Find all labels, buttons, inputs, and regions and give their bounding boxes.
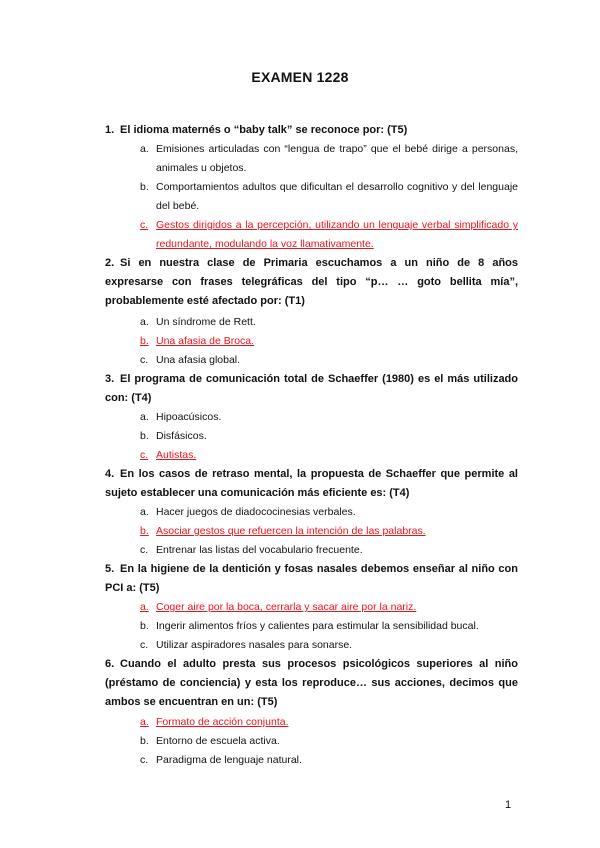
question-4 bbox=[105, 465, 518, 503]
question-text: El programa de comunicación total de Schaeffer (1980) es el más utilizado con: (T4) bbox=[105, 373, 518, 404]
option-text: Paradigma de lenguaje natural. bbox=[156, 754, 302, 766]
option-letter: b. bbox=[140, 430, 149, 442]
option-letter: b. bbox=[140, 335, 149, 347]
question-number: 2. bbox=[105, 257, 115, 269]
option-1b bbox=[140, 178, 518, 216]
question-text: El idioma maternés o “baby talk” se reconoce por: (T5) bbox=[120, 124, 408, 136]
option-6a-correct bbox=[140, 713, 518, 732]
option-letter: b. bbox=[140, 525, 149, 537]
option-3a bbox=[140, 408, 518, 427]
page-number: 1 bbox=[505, 799, 512, 811]
option-letter: a. bbox=[140, 506, 149, 518]
option-text: Formato de acción conjunta. bbox=[156, 716, 289, 728]
option-text: Una afasia de Broca. bbox=[156, 335, 255, 347]
question-number: 4. bbox=[105, 468, 115, 480]
option-text: Un síndrome de Rett. bbox=[156, 316, 256, 328]
exam-title: EXAMEN 1228 bbox=[251, 69, 349, 85]
option-text: Hipoacúsicos. bbox=[156, 411, 222, 423]
option-6b bbox=[140, 732, 518, 751]
option-6c bbox=[140, 751, 518, 770]
option-letter: c. bbox=[140, 354, 149, 366]
option-5c bbox=[140, 636, 518, 655]
question-number: 3. bbox=[105, 373, 115, 385]
option-text: Coger aire por la boca, cerrarla y sacar aire por la nariz. bbox=[156, 601, 417, 613]
option-text: Gestos dirigidos a la percepción, utilizando un lenguaje verbal simplificado y redundante, modulando la voz llamativamente. bbox=[156, 219, 518, 250]
option-4b-correct bbox=[140, 522, 518, 541]
option-letter: c. bbox=[140, 544, 149, 556]
option-text: Disfásicos. bbox=[156, 430, 207, 442]
question-text: En la higiene de la dentición y fosas nasales debemos enseñar al niño con PCI a: (T5) bbox=[105, 563, 518, 594]
option-text: Autistas. bbox=[156, 449, 197, 461]
option-text: Hacer juegos de diadococinesias verbales. bbox=[156, 506, 356, 518]
question-6 bbox=[105, 655, 518, 712]
option-text: Ingerir alimentos fríos y calientes para estimular la sensibilidad bucal. bbox=[156, 620, 479, 632]
option-3c-correct bbox=[140, 446, 518, 465]
option-letter: c. bbox=[140, 754, 149, 766]
option-letter: a. bbox=[140, 143, 149, 155]
question-3 bbox=[105, 370, 518, 408]
option-letter: b. bbox=[140, 620, 149, 632]
option-letter: a. bbox=[140, 316, 149, 328]
option-4c bbox=[140, 541, 518, 560]
option-text: Asociar gestos que refuercen la intención de las palabras. bbox=[156, 525, 426, 537]
option-5b bbox=[140, 617, 518, 636]
option-4a bbox=[140, 503, 518, 522]
option-text: Entrenar las listas del vocabulario frecuente. bbox=[156, 544, 363, 556]
option-text: Una afasia global. bbox=[156, 354, 241, 366]
option-2b-correct bbox=[140, 332, 518, 351]
question-number: 1. bbox=[105, 124, 115, 136]
option-5a-correct bbox=[140, 598, 518, 617]
option-text: Emisiones articuladas con “lengua de trapo” que el bebé dirige a personas, animales u objetos. bbox=[156, 143, 518, 174]
option-2c bbox=[140, 351, 518, 370]
option-letter: a. bbox=[140, 716, 149, 728]
option-letter: a. bbox=[140, 411, 149, 423]
question-5 bbox=[105, 560, 518, 598]
option-letter: b. bbox=[140, 735, 149, 747]
option-2a bbox=[140, 313, 518, 332]
question-text: En los casos de retraso mental, la propuesta de Schaeffer que permite al sujeto establecer una comunicación más eficiente es: (T4) bbox=[105, 468, 518, 499]
question-number: 6. bbox=[105, 658, 115, 670]
question-2 bbox=[105, 254, 518, 311]
question-text: Si en nuestra clase de Primaria escuchamos a un niño de 8 años expresarse con frases telegráficas del tipo “p… … goto bellita mía”, probablemente esté afectado por: (T1) bbox=[105, 257, 518, 307]
option-letter: a. bbox=[140, 601, 149, 613]
question-1 bbox=[105, 121, 518, 140]
option-letter: c. bbox=[140, 449, 149, 461]
option-letter: b. bbox=[140, 181, 149, 193]
option-letter: c. bbox=[140, 219, 149, 231]
question-number: 5. bbox=[105, 563, 115, 575]
question-text: Cuando el adulto presta sus procesos psicológicos superiores al niño (préstamo de conciencia) y esta los reproduce… sus acciones, decimos que ambos se encuentran en un: (T5) bbox=[105, 658, 518, 708]
option-1c-correct bbox=[140, 216, 518, 254]
option-text: Utilizar aspiradores nasales para sonarse. bbox=[156, 639, 353, 651]
option-text: Comportamientos adultos que dificultan el desarrollo cognitivo y del lenguaje del bebé. bbox=[156, 181, 518, 212]
option-3b bbox=[140, 427, 518, 446]
option-1a bbox=[140, 140, 518, 178]
option-letter: c. bbox=[140, 639, 149, 651]
option-text: Entorno de escuela activa. bbox=[156, 735, 280, 747]
